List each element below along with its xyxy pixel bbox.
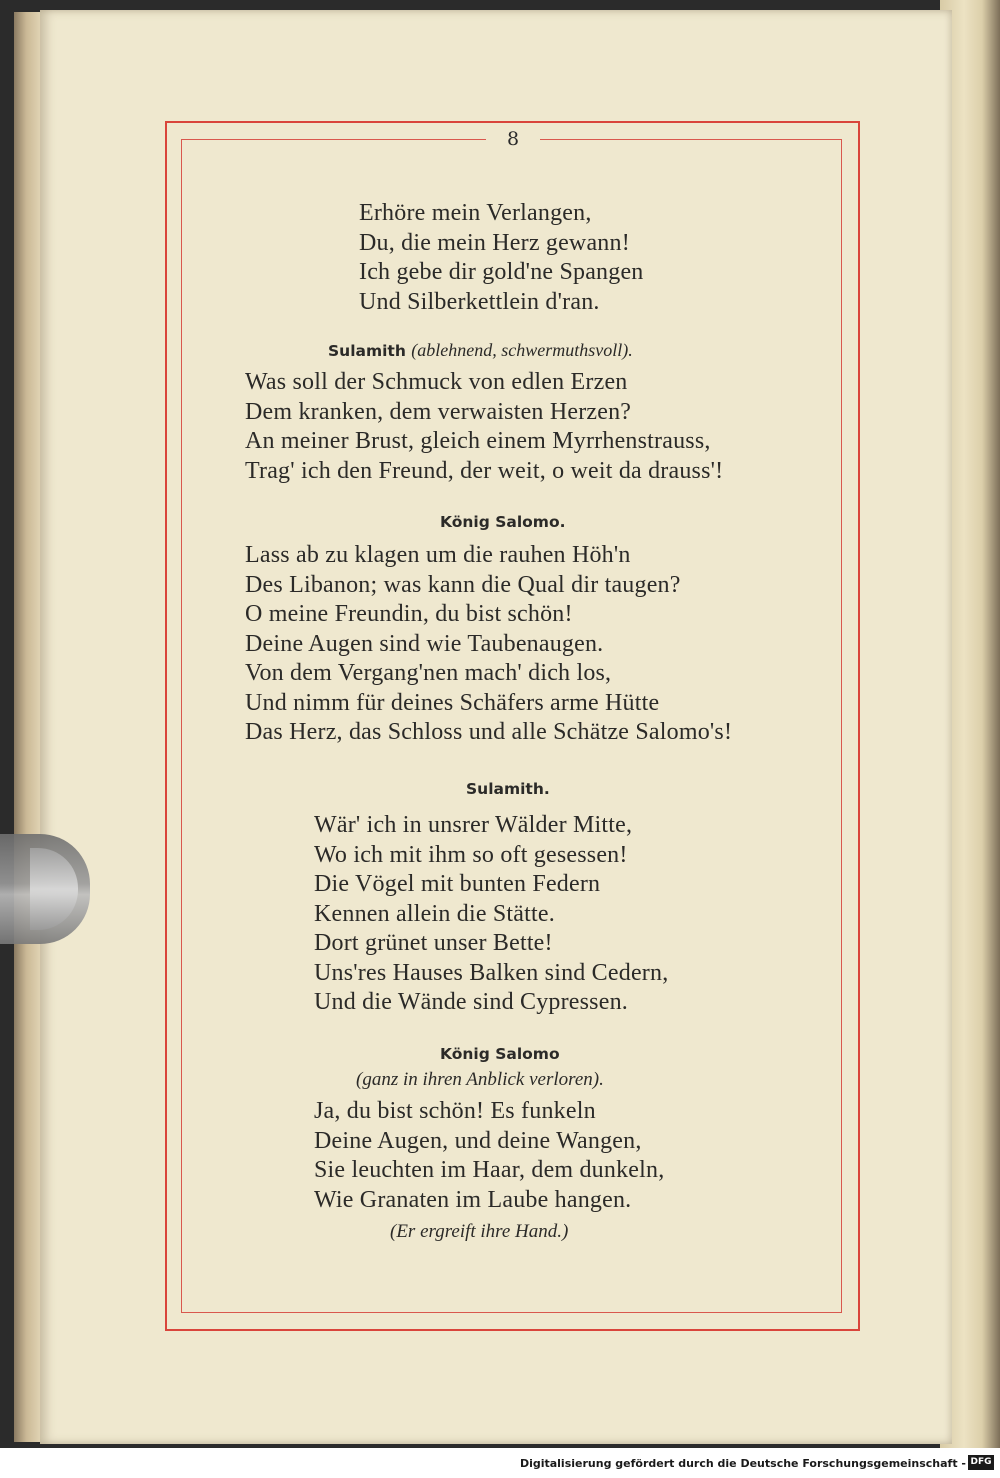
stage-direction: (ganz in ihren Anblick verloren).: [356, 1069, 604, 1090]
verse-line: Wär' ich in unsrer Wälder Mitte,: [314, 812, 633, 838]
speaker-name: Sulamith: [328, 342, 406, 360]
verse-line: Von dem Vergang'nen mach' dich los,: [245, 660, 612, 686]
verse-line: Deine Augen, und deine Wangen,: [314, 1127, 642, 1154]
verse-line: O meine Freundin, du bist schön!: [245, 601, 573, 627]
speaker-heading-salomo: König Salomo.: [440, 513, 566, 531]
verse-line: Und Silberkettlein d'ran.: [359, 288, 600, 315]
verse-line: Die Vögel mit bunten Federn: [314, 871, 601, 897]
stanza-5: [314, 1097, 664, 1215]
verse-line: Dort grünet unser Bette!: [314, 930, 553, 956]
verse-line: Sie leuchten im Haar, dem dunkeln,: [314, 1157, 665, 1183]
verse-line: Trag' ich den Freund, der weit, o weit da drauss'!: [245, 457, 724, 484]
verse-line: Du, die mein Herz gewann!: [359, 229, 630, 256]
speaker-heading-salomo: König Salomo: [440, 1045, 560, 1063]
verse-line: Uns'res Hauses Balken sind Cedern,: [314, 959, 669, 986]
speaker-heading-sulamith: [328, 340, 633, 361]
verse-line: Dem kranken, dem verwaisten Herzen?: [245, 398, 632, 425]
funding-credit: Digitalisierung gefördert durch die Deutsche Forschungsgemeinschaft -: [519, 1457, 966, 1470]
verse-line: An meiner Brust, gleich einem Myrrhenstrauss,: [245, 428, 711, 454]
verse-line: Ja, du bist schön! Es funkeln: [314, 1098, 596, 1124]
verse-line: Des Libanon; was kann die Qual dir taugen?: [245, 571, 681, 598]
verse-line: Kennen allein die Stätte.: [314, 900, 555, 927]
page-number: 8: [486, 128, 540, 150]
verse-line: Und nimm für deines Schäfers arme Hütte: [245, 689, 660, 716]
verse-line: Lass ab zu klagen um die rauhen Höh'n: [245, 542, 631, 568]
speaker-heading-sulamith: Sulamith.: [466, 780, 550, 798]
verse-line: Erhöre mein Verlangen,: [359, 200, 592, 226]
verse-line: Deine Augen sind wie Taubenaugen.: [245, 630, 604, 657]
stanza-1: [359, 199, 644, 317]
verse-line: Wie Granaten im Laube hangen.: [314, 1186, 632, 1213]
verse-line: Und die Wände sind Cypressen.: [314, 989, 628, 1015]
stanza-4: [314, 811, 668, 1018]
verse-line: Ich gebe dir gold'ne Spangen: [359, 259, 644, 285]
dfg-logo-icon: DFG: [968, 1455, 994, 1470]
verse-line: Das Herz, das Schloss und alle Schätze Salomo's!: [245, 719, 733, 745]
verse-line: Was soll der Schmuck von edlen Erzen: [245, 369, 628, 395]
stage-direction: (ablehnend, schwermuthsvoll).: [411, 340, 633, 360]
stage-direction: (Er ergreift ihre Hand.): [390, 1221, 569, 1242]
stanza-3: [245, 541, 732, 748]
stanza-2: [245, 368, 723, 486]
verse-line: Wo ich mit ihm so oft gesessen!: [314, 841, 628, 868]
